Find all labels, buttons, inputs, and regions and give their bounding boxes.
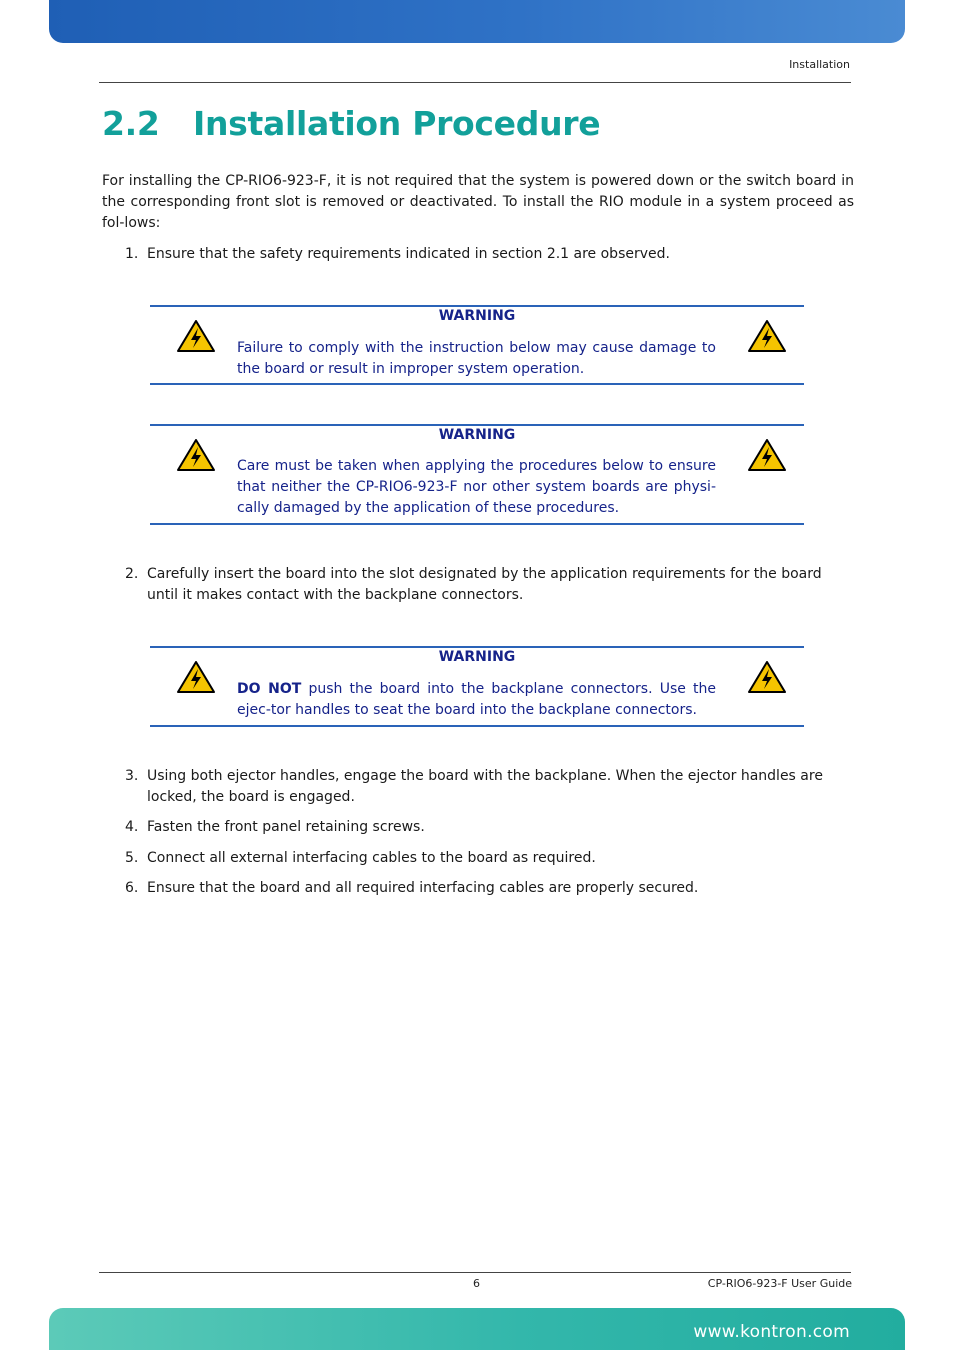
- warning-title: WARNING: [438, 649, 516, 665]
- guide-title: CP-RIO6-923-F User Guide: [707, 1277, 852, 1290]
- list-item: [125, 878, 853, 899]
- list-item: [125, 244, 853, 265]
- list-item-number: 4.: [125, 819, 139, 835]
- warning-text: Care must be taken when applying the procedures below to ensure that neither the CP-RIO6-923-F nor other system boards are physi-cally damaged by the application of these procedures.: [237, 458, 716, 516]
- section-number: 2.2: [102, 104, 160, 143]
- list-item-number: 5.: [125, 850, 139, 866]
- list-item: [125, 848, 853, 869]
- high-voltage-warning-icon: [176, 660, 216, 694]
- top-header-band: [49, 0, 905, 43]
- list-item-text: Connect all external interfacing cables to the board as required.: [147, 850, 596, 866]
- website-link[interactable]: www.kontron.com: [693, 1322, 850, 1342]
- header-divider: [99, 82, 851, 83]
- list-item: [125, 564, 853, 606]
- warning-box: [150, 305, 804, 385]
- high-voltage-warning-icon: [747, 319, 787, 353]
- list-item-number: 1.: [125, 246, 139, 262]
- warning-text: Failure to comply with the instruction below may cause damage to the board or result in improper system operation.: [237, 340, 716, 377]
- list-item-number: 2.: [125, 566, 139, 582]
- high-voltage-warning-icon: [747, 438, 787, 472]
- warning-title: WARNING: [438, 427, 516, 443]
- list-item-text: Carefully insert the board into the slot designated by the application requirements for the board until it makes contact with the backplane connectors.: [147, 566, 822, 603]
- high-voltage-warning-icon: [747, 660, 787, 694]
- page-number: 6: [473, 1277, 480, 1290]
- warning-box: [150, 424, 804, 525]
- warning-box: [150, 646, 804, 727]
- bottom-footer-band: [49, 1308, 905, 1350]
- footer-divider: [99, 1272, 851, 1273]
- list-item: [125, 766, 853, 808]
- high-voltage-warning-icon: [176, 319, 216, 353]
- warning-title: WARNING: [438, 308, 516, 324]
- list-item-text: Using both ejector handles, engage the board with the backplane. When the ejector handles are locked, the board is engaged.: [147, 768, 823, 805]
- warning-text: DO NOT push the board into the backplane connectors. Use the ejec-tor handles to seat the board into the backplane connectors.: [237, 681, 716, 718]
- running-header-section: Installation: [789, 58, 850, 71]
- list-item-text: Ensure that the safety requirements indicated in section 2.1 are observed.: [147, 246, 670, 262]
- list-item-text: Fasten the front panel retaining screws.: [147, 819, 425, 835]
- list-item-text: Ensure that the board and all required interfacing cables are properly secured.: [147, 880, 699, 896]
- list-item: [125, 817, 853, 838]
- intro-paragraph: For installing the CP-RIO6-923-F, it is not required that the system is powered down or the switch board in the corresponding front slot is removed or deactivated. To install the RIO module in a system proceed as fol-lows:: [102, 173, 854, 231]
- high-voltage-warning-icon: [176, 438, 216, 472]
- section-title: [102, 104, 600, 143]
- list-item-number: 3.: [125, 768, 139, 784]
- list-item-number: 6.: [125, 880, 139, 896]
- section-title-text: Installation Procedure: [193, 104, 601, 143]
- warning-emphasis: DO NOT: [237, 681, 302, 697]
